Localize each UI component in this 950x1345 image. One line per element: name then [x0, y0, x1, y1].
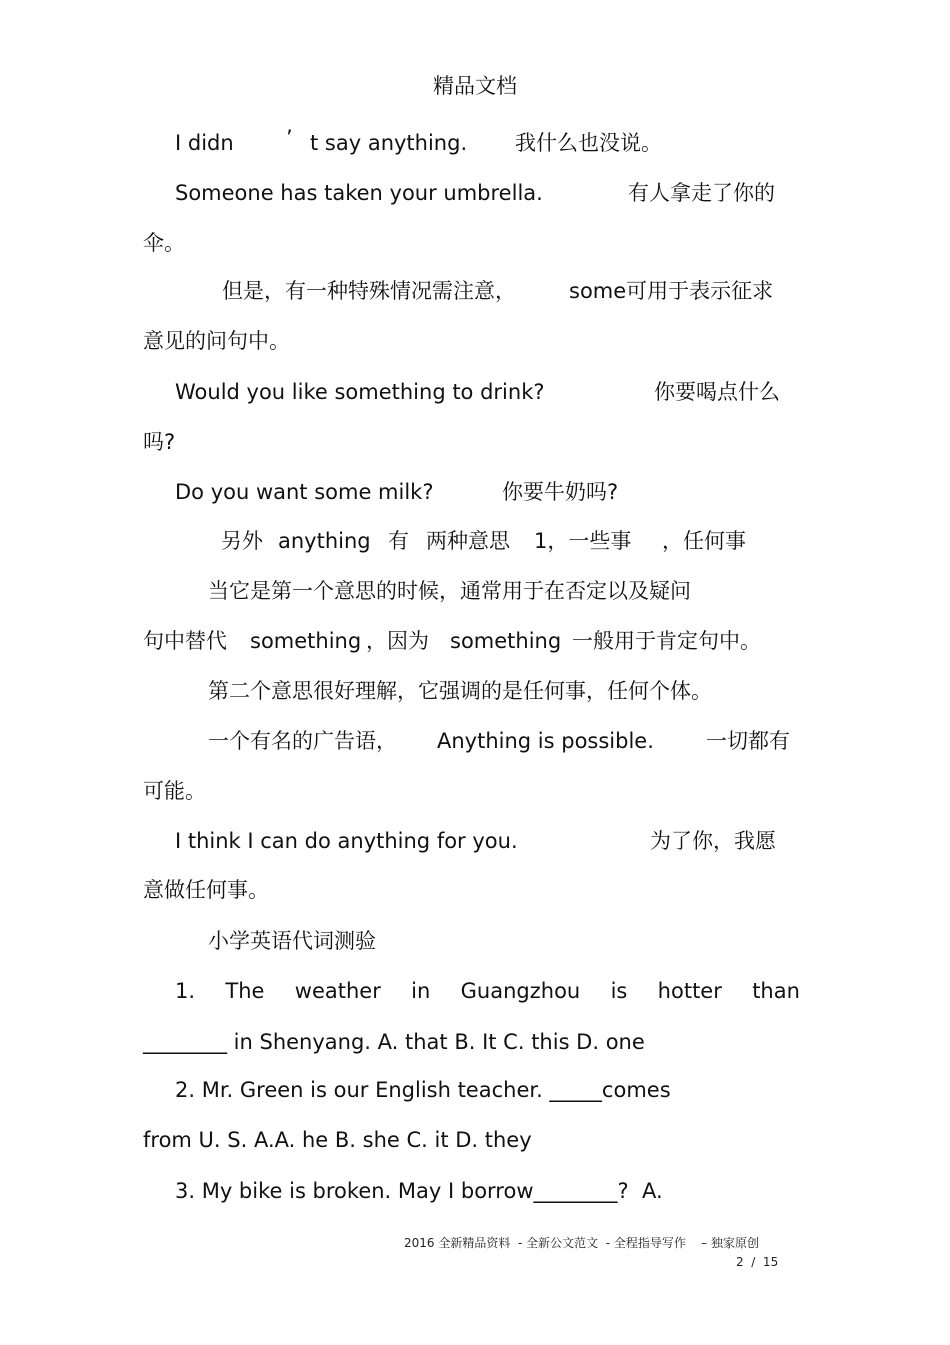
text-line: 句中替代: [143, 629, 227, 653]
text-line: 一般用于肯定句中。: [572, 629, 761, 653]
translation-line: 有人拿走了你的: [628, 181, 775, 205]
text-line: something: [250, 629, 362, 653]
translation-line: 一切都有: [706, 729, 790, 753]
text-line: 但是，有一种特殊情况需注意，: [222, 279, 516, 303]
text-line: 两种意思: [426, 529, 510, 553]
translation-line: 你要喝点什么: [654, 380, 780, 404]
text-line: Would you like something to drink?: [175, 380, 545, 404]
text-line: 1，一些事: [534, 529, 632, 553]
translation-line: 吗?: [143, 430, 176, 454]
text-line: ，因为: [366, 629, 429, 653]
translation-line: 我什么也没说。: [515, 131, 662, 155]
translation-line: 意做任何事。: [143, 878, 269, 902]
text-line: something: [450, 629, 562, 653]
text-line: some可用于表示征求: [569, 279, 774, 303]
quiz-question-3: 3. My bike is broken. May I borrow________? A.: [175, 1179, 663, 1203]
quiz-question-2: 2. Mr. Green is our English teacher. _____comes: [175, 1078, 671, 1102]
text-line: t say anything.: [310, 131, 468, 155]
apostrophe: ’: [286, 126, 293, 150]
text-line: 另外: [221, 529, 263, 553]
translation-line: 为了你，我愿: [650, 829, 776, 853]
quiz-word: than: [752, 979, 800, 1003]
quiz-word: in: [411, 979, 431, 1003]
translation-line: 你要牛奶吗?: [502, 480, 619, 504]
page-number: 2 / 15: [736, 1255, 779, 1269]
quiz-question-2-options: from U. S. A.A. he B. she C. it D. they: [143, 1128, 532, 1152]
text-line: I didn: [175, 131, 234, 155]
text-line: 第二个意思很好理解，它强调的是任何事，任何个体。: [208, 679, 712, 703]
quiz-question-1: [175, 977, 800, 1005]
text-line: 一个有名的广告语，: [208, 729, 397, 753]
translation-line: 可能。: [143, 779, 206, 803]
quiz-word: The: [225, 979, 265, 1003]
footer-text: 2016 全新精品资料 - 全新公文范文 - 全程指导写作 – 独家原创: [404, 1236, 759, 1250]
quiz-word: is: [610, 979, 628, 1003]
text-line: Do you want some milk?: [175, 480, 434, 504]
text-line: ，任何事: [662, 529, 746, 553]
quiz-word: weather: [294, 979, 381, 1003]
page-header-title: 精品文档: [433, 74, 517, 98]
quiz-question-1-options: ________ in Shenyang. A. that B. It C. this D. one: [143, 1030, 645, 1054]
quiz-word: Guangzhou: [460, 979, 581, 1003]
text-line: Anything is possible.: [437, 729, 654, 753]
text-line: 当它是第一个意思的时候，通常用于在否定以及疑问: [208, 579, 691, 603]
quiz-word: 1.: [175, 979, 196, 1003]
text-line: I think I can do anything for you.: [175, 829, 518, 853]
text-line: Someone has taken your umbrella.: [175, 181, 543, 205]
section-heading: 小学英语代词测验: [208, 929, 376, 953]
quiz-word: hotter: [657, 979, 722, 1003]
text-line: anything: [278, 529, 371, 553]
text-line: 有: [388, 529, 409, 553]
text-line: 意见的问句中。: [143, 329, 290, 353]
translation-line: 伞。: [143, 231, 185, 255]
